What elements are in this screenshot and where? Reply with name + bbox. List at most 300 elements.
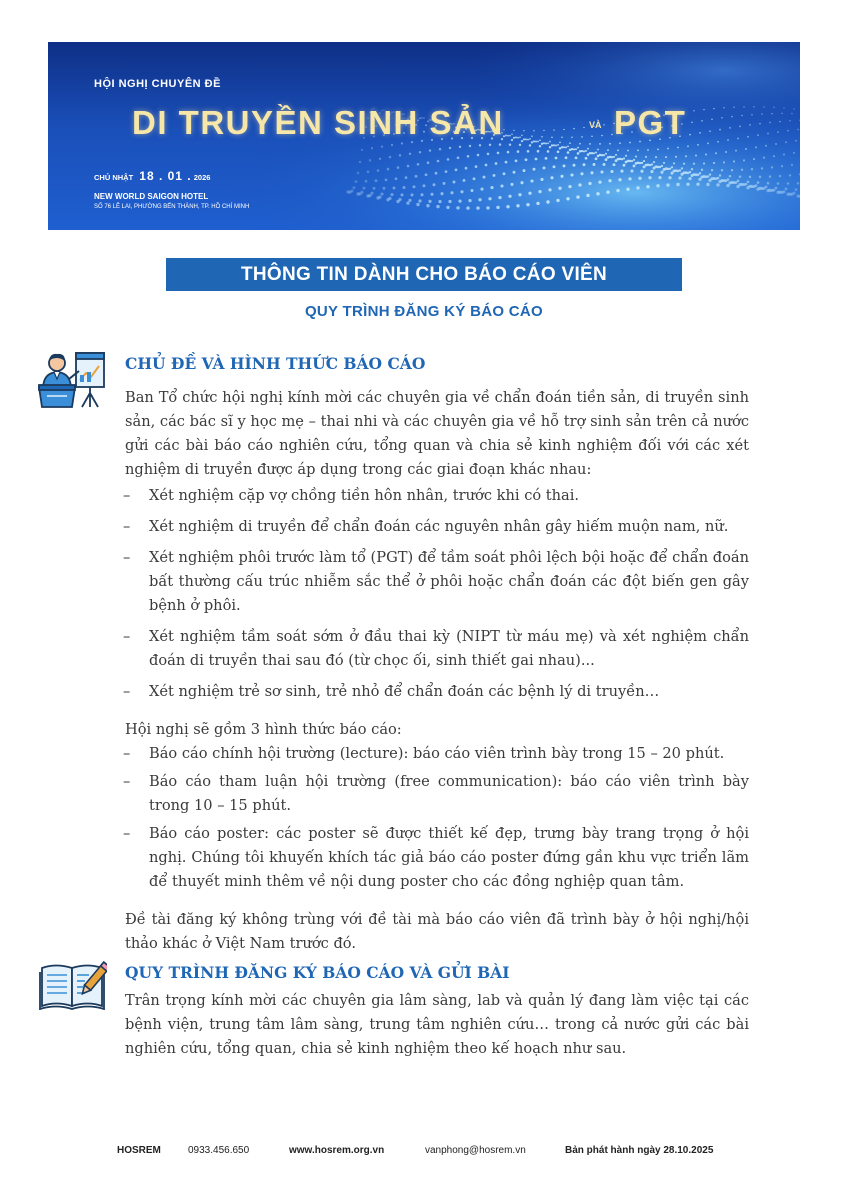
- banner-particle: [427, 161, 430, 164]
- banner-particle: [547, 150, 550, 153]
- banner-particle: [517, 137, 519, 139]
- banner-particle: [537, 150, 540, 153]
- banner-particle: [556, 199, 559, 202]
- banner-particle: [545, 143, 547, 145]
- banner-particle: [705, 154, 707, 156]
- banner-particle: [517, 150, 520, 153]
- banner-particle: [549, 141, 551, 143]
- banner-particle: [697, 144, 699, 146]
- banner-particle: [669, 168, 671, 170]
- banner-particle: [635, 156, 637, 158]
- banner-particle: [755, 184, 758, 187]
- banner-particle: [615, 154, 617, 156]
- banner-particle: [749, 176, 751, 178]
- banner-address: SỐ 76 LÊ LAI, PHƯỜNG BẾN THÀNH, TP. HỒ CHÍ MINH: [94, 204, 250, 210]
- banner-particle: [625, 155, 627, 157]
- page-subtitle: QUY TRÌNH ĐĂNG KÝ BÁO CÁO: [304, 303, 544, 320]
- banner-particle: [383, 187, 386, 190]
- banner-particle: [611, 134, 613, 136]
- banner-particle: [773, 107, 774, 108]
- banner-particle: [353, 186, 356, 189]
- page-title: THÔNG TIN DÀNH CHO BÁO CÁO VIÊN: [166, 258, 682, 291]
- banner-particle: [713, 162, 715, 164]
- list-item: – Báo cáo chính hội trường (lecture): báo cáo viên trình bày trong 15 – 20 phút.: [125, 742, 749, 766]
- banner-particle: [621, 158, 623, 160]
- banner-particle: [689, 171, 691, 173]
- banner-particle: [713, 108, 714, 109]
- banner-particle: [585, 157, 588, 160]
- banner-particle: [610, 170, 613, 173]
- banner-particle: [783, 154, 785, 156]
- banner-particle: [763, 106, 764, 107]
- banner-particle: [408, 199, 411, 202]
- banner-particle: [593, 152, 595, 154]
- banner-particle: [440, 192, 443, 195]
- registration-text: Trân trọng kính mời các chuyên gia lâm sàng, lab và quản lý đang làm việc tại các bệnh viện, trung tâm lâm sàng, trung tâm nghiên cứu… trong cả nước gửi các bài nghiên cứu, tổng quan, chia sẻ kinh nghiệm theo kế hoạch như sau.: [125, 992, 749, 1057]
- banner-particle: [449, 147, 451, 149]
- banner-particle: [631, 160, 633, 162]
- banner-particle: [731, 116, 733, 118]
- banner-particle: [641, 162, 643, 164]
- banner-particle: [623, 157, 625, 159]
- banner-particle: [558, 187, 561, 190]
- banner-particle: [469, 145, 471, 147]
- banner-particle: [519, 136, 521, 138]
- banner-particle: [783, 107, 784, 108]
- banner-particle: [523, 169, 526, 172]
- banner-particle: [701, 169, 703, 171]
- page-footer: [0, 1145, 848, 1161]
- banner-particle: [605, 153, 607, 155]
- banner-particle: [726, 184, 729, 187]
- banner-particle: [627, 150, 629, 152]
- banner-particle: [567, 145, 569, 147]
- banner-particle: [717, 177, 720, 180]
- banner-hotel: NEW WORLD SAIGON HOTEL: [94, 192, 209, 201]
- banner-particle: [537, 141, 539, 143]
- banner-particle: [661, 165, 663, 167]
- banner-particle: [513, 171, 516, 174]
- banner-particle: [407, 165, 410, 168]
- banner-particle: [688, 177, 691, 180]
- banner-particle: [478, 198, 481, 201]
- banner-particle: [549, 146, 551, 148]
- banner-particle: [707, 175, 710, 178]
- banner-particle: [765, 186, 768, 189]
- banner-particle: [531, 141, 533, 143]
- banner-particle: [543, 142, 545, 144]
- banner-particle: [573, 128, 574, 129]
- banner-particle: [466, 206, 469, 209]
- banner-particle: [668, 176, 671, 179]
- banner-particle: [465, 167, 468, 170]
- banner-particle: [507, 135, 509, 137]
- banner-particle: [543, 130, 544, 131]
- banner-particle: [769, 122, 771, 124]
- banner-particle: [553, 165, 556, 168]
- banner-particle: [737, 138, 739, 140]
- banner-particle: [463, 179, 466, 182]
- banner-particle: [727, 139, 729, 141]
- banner-particle: [438, 200, 441, 203]
- list-item: – Xét nghiệm tầm soát sớm ở đầu thai kỳ (NIPT từ máu mẹ) và xét nghiệm chẩn đoán di truyền thai sau đó (từ chọc ối, sinh thiết gai nhau)...: [125, 625, 749, 673]
- list-item: – Báo cáo poster: các poster sẽ được thiết kế đẹp, trưng bày trang trọng ở hội nghị. Chúng tôi khuyến khích tác giả báo cáo poster đứng gần khu vực triển lãm để thuyết minh thêm về nội dung poster cho các đồng nghiệp quan tâm.: [125, 822, 749, 894]
- banner-particle: [560, 175, 563, 178]
- banner-particle: [535, 141, 537, 143]
- banner-particle: [595, 157, 598, 160]
- formats-intro: Hội nghị sẽ gồm 3 hình thức báo cáo:: [125, 721, 402, 738]
- banner-particle: [681, 167, 683, 169]
- banner-particle: [603, 154, 605, 156]
- banner-particle: [446, 206, 449, 209]
- banner-particle: [683, 163, 685, 165]
- banner-particle: [359, 161, 361, 163]
- banner-particle: [450, 191, 453, 194]
- banner-particle: [663, 162, 665, 164]
- banner-particle: [526, 203, 529, 206]
- banner-particle: [741, 169, 743, 171]
- banner-particle: [709, 130, 711, 132]
- banner-particle: [745, 148, 747, 150]
- banner-particle: [623, 164, 626, 167]
- banner-particle: [699, 132, 701, 134]
- banner-particle: [677, 147, 679, 149]
- banner-particle: [751, 168, 753, 170]
- banner-particle: [378, 195, 381, 198]
- banner-particle: [437, 160, 440, 163]
- topics-closing: Đề tài đăng ký không trùng với đề tài mà báo cáo viên đã trình bày ở hội nghị/hội thảo khác ở Việt Nam trước đó.: [125, 911, 749, 952]
- banner-particle: [521, 134, 523, 136]
- banner-particle: [496, 206, 499, 209]
- banner-particle: [416, 203, 419, 206]
- banner-particle: [493, 174, 496, 177]
- banner-particle: [439, 148, 441, 150]
- banner-particle: [571, 136, 573, 138]
- banner-particle: [589, 143, 591, 145]
- banner-particle: [566, 197, 569, 200]
- banner-particle: [630, 169, 633, 172]
- banner-particle: [797, 182, 800, 185]
- banner-particle: [693, 110, 694, 111]
- banner-particle: [477, 154, 480, 157]
- banner-particle: [539, 145, 541, 147]
- banner-particle: [721, 117, 723, 119]
- banner-particle: [789, 174, 791, 176]
- open-book-pencil-icon: [39, 960, 107, 1010]
- banner-particle: [490, 186, 493, 189]
- banner-particle: [773, 189, 776, 192]
- banner-particle: [510, 183, 513, 186]
- banner-particle: [515, 160, 518, 163]
- banner-particle: [569, 142, 571, 144]
- banner-particle: [637, 149, 639, 151]
- banner-particle: [559, 142, 561, 144]
- banner-particle: [385, 179, 388, 182]
- banner-particle: [550, 176, 553, 179]
- banner-particle: [787, 130, 789, 132]
- banner-particle: [577, 152, 580, 155]
- banner-particle: [675, 156, 677, 158]
- banner-particle: [687, 145, 689, 147]
- banner-particle: [398, 198, 401, 201]
- banner-particle: [743, 159, 745, 161]
- banner-particle: [553, 144, 555, 146]
- banner-particle: [565, 156, 568, 159]
- banner-particle: [619, 158, 621, 160]
- banner-particle: [470, 189, 473, 192]
- banner-particle: [473, 177, 476, 180]
- banner-particle: [595, 152, 597, 154]
- banner-particle: [791, 113, 793, 115]
- footer-website-link[interactable]: www.hosrem.org.vn: [289, 1145, 385, 1156]
- banner-connector: VÀ: [589, 120, 602, 130]
- formats-list: [125, 742, 749, 894]
- banner-particle: [399, 154, 401, 156]
- banner-particle: [709, 173, 711, 175]
- banner-particle: [531, 135, 533, 137]
- list-item: – Xét nghiệm cặp vợ chồng tiền hôn nhân, trước khi có thai.: [125, 484, 749, 508]
- banner-particle: [521, 140, 523, 142]
- banner-particle: [428, 200, 431, 203]
- banner-particle: [543, 166, 546, 169]
- banner-particle: [509, 143, 511, 145]
- banner-particle: [373, 187, 376, 190]
- banner-particle: [405, 176, 408, 179]
- banner-particle: [611, 156, 613, 158]
- banner-particle: [533, 130, 534, 131]
- banner-particle: [519, 144, 521, 146]
- banner-particle: [499, 143, 501, 145]
- banner-particle: [369, 159, 371, 161]
- banner-particle: [455, 169, 458, 172]
- banner-particle: [563, 146, 565, 148]
- banner-particle: [783, 190, 786, 193]
- banner-particle: [420, 193, 423, 196]
- banner-particle: [557, 144, 559, 146]
- banner-particle: [365, 180, 368, 183]
- banner-particle: [551, 136, 553, 138]
- banner-particle: [795, 188, 798, 191]
- banner-particle: [513, 130, 514, 131]
- banner-particle: [533, 168, 536, 171]
- banner-day-label: CHỦ NHẬT: [94, 173, 134, 182]
- banner-particle: [759, 123, 761, 125]
- banner-particle: [419, 151, 421, 153]
- banner-particle: [433, 183, 436, 186]
- banner-particle: [739, 175, 741, 177]
- banner-particle: [591, 136, 593, 138]
- banner-particle: [539, 139, 541, 141]
- banner-particle: [667, 148, 669, 150]
- topics-list: [125, 484, 749, 704]
- banner-particle: [535, 158, 538, 161]
- banner-particle: [511, 139, 513, 141]
- banner-particle: [476, 206, 479, 209]
- banner-particle: [793, 108, 794, 109]
- banner-particle: [747, 136, 749, 138]
- banner-particle: [696, 183, 699, 186]
- section-topics-heading: CHỦ ĐỀ VÀ HÌNH THỨC BÁO CÁO: [125, 354, 426, 373]
- banner-particle: [426, 204, 429, 207]
- banner-particle: [647, 149, 649, 151]
- banner-particle: [793, 192, 796, 195]
- banner-particle: [757, 134, 759, 136]
- banner-particle: [771, 113, 773, 115]
- banner-particle: [600, 170, 603, 173]
- banner-particle: [775, 143, 777, 145]
- banner-particle: [638, 177, 641, 180]
- banner-particle: [598, 180, 601, 183]
- banner-particle: [561, 146, 563, 148]
- banner-particle: [759, 176, 761, 178]
- banner-particle: [538, 190, 541, 193]
- banner-particle: [789, 120, 791, 122]
- banner-particle: [529, 144, 531, 146]
- banner-particle: [448, 200, 451, 203]
- banner-particle: [483, 176, 486, 179]
- topics-intro: Ban Tổ chức hội nghị kính mời các chuyên gia về chẩn đoán tiền sản, di truyền sinh sản, các bác sĩ y học mẹ – thai nhi và các chuyên gia về hỗ trợ sinh sản trên cả nước gửi các bài báo cáo nghiên cứu, tổng quan và chia sẻ kinh nghiệm đối với các xét nghiệm di truyền được áp dụng trong các giai đoạn khác nhau:: [125, 389, 749, 478]
- banner-title-pgt: PGT: [614, 104, 687, 141]
- banner-particle: [725, 151, 727, 153]
- banner-particle: [551, 144, 553, 146]
- footer-phone[interactable]: 0933.456.650: [188, 1145, 250, 1156]
- banner-particle: [775, 187, 778, 190]
- banner-particle: [579, 143, 581, 145]
- banner-particle: [509, 135, 511, 137]
- banner-particle: [636, 186, 639, 189]
- banner-particle: [701, 120, 703, 122]
- banner-particle: [673, 162, 675, 164]
- footer-release-date: Bản phát hành ngày 28.10.2025: [565, 1145, 714, 1156]
- banner-particle: [727, 178, 730, 181]
- banner-particle: [779, 175, 781, 177]
- banner-particle: [387, 168, 390, 171]
- banner-particle: [511, 133, 513, 135]
- banner-particle: [617, 149, 619, 151]
- banner-particle: [751, 114, 753, 116]
- banner-particle: [626, 188, 629, 191]
- footer-email-link[interactable]: vanphong@hosrem.vn: [425, 1145, 526, 1156]
- banner-particle: [536, 202, 539, 205]
- banner-particle: [561, 137, 563, 139]
- banner-particle: [460, 190, 463, 193]
- banner-year: 2026: [193, 173, 211, 182]
- banner-particle: [555, 145, 557, 147]
- banner-particle: [513, 137, 515, 139]
- banner-particle: [777, 182, 780, 185]
- banner-particle: [435, 172, 438, 175]
- banner-particle: [721, 169, 723, 171]
- banner-particle: [653, 161, 655, 163]
- banner-particle: [779, 121, 781, 123]
- banner-particle: [599, 143, 601, 145]
- banner-particle: [703, 162, 705, 164]
- banner-particle: [453, 181, 456, 184]
- banner-particle: [445, 170, 448, 173]
- banner-particle: [731, 169, 733, 171]
- banner-particle: [608, 179, 611, 182]
- banner-particle: [525, 158, 528, 161]
- banner-particle: [603, 163, 606, 166]
- banner-particle: [586, 194, 589, 197]
- banner-particle: [588, 182, 591, 185]
- event-banner: [48, 42, 800, 230]
- banner-particle: [430, 193, 433, 196]
- banner-particle: [400, 193, 403, 196]
- banner-title: DI TRUYỀN SINH SẢN: [132, 104, 504, 141]
- banner-particle: [541, 136, 543, 138]
- banner-particle: [495, 162, 498, 165]
- banner-particle: [456, 206, 459, 209]
- banner-particle: [651, 163, 653, 165]
- section-registration-heading: QUY TRÌNH ĐĂNG KÝ BÁO CÁO VÀ GỬI BÀI: [125, 963, 510, 982]
- banner-particle: [573, 164, 576, 167]
- banner-particle: [417, 163, 420, 166]
- banner-particle: [658, 176, 661, 179]
- banner-particle: [458, 199, 461, 202]
- banner-particle: [605, 158, 608, 161]
- banner-particle: [785, 188, 788, 191]
- banner-particle: [418, 199, 421, 202]
- banner-particle: [350, 189, 353, 192]
- banner-particle: [370, 192, 373, 195]
- list-item: – Xét nghiệm phôi trước làm tổ (PGT) để tầm soát phôi lệch bội hoặc để chẩn đoán bất thường cấu trúc nhiễm sắc thể ở phôi hoặc chẩn đoán các đột biến gen gây bệnh ở phôi.: [125, 546, 749, 618]
- banner-particle: [559, 147, 561, 149]
- banner-particle: [739, 126, 741, 128]
- banner-particle: [719, 129, 721, 131]
- banner-particle: [371, 147, 373, 149]
- banner-particle: [747, 180, 750, 183]
- banner-particle: [475, 165, 478, 168]
- banner-particle: [361, 149, 363, 151]
- banner-particle: [793, 152, 795, 154]
- banner-particle: [723, 107, 724, 108]
- banner-particle: [729, 175, 731, 177]
- banner-particle: [487, 153, 490, 156]
- banner-particle: [757, 181, 760, 184]
- banner-particle: [579, 150, 581, 152]
- banner-particle: [563, 164, 566, 167]
- banner-particle: [741, 115, 743, 117]
- banner-particle: [633, 159, 635, 161]
- banner-particle: [620, 170, 623, 173]
- banner-particle: [355, 180, 358, 183]
- banner-particle: [459, 146, 461, 148]
- banner-particle: [415, 175, 418, 178]
- banner-particle: [410, 193, 413, 196]
- banner-particle: [755, 146, 757, 148]
- banner-particle: [375, 179, 378, 182]
- banner-particle: [425, 173, 428, 176]
- banner-particle: [391, 144, 393, 146]
- banner-particle: [695, 155, 697, 157]
- banner-particle: [377, 169, 380, 172]
- banner-particle: [580, 172, 583, 175]
- banner-particle: [686, 183, 689, 186]
- banner-particle: [689, 134, 691, 136]
- banner-particle: [507, 151, 510, 154]
- banner-particle: [553, 129, 554, 130]
- banner-particle: [716, 183, 719, 186]
- banner-particle: [785, 141, 787, 143]
- banner-particle: [569, 149, 571, 151]
- banner-particle: [711, 169, 713, 171]
- banner-particle: [363, 187, 366, 190]
- banner-particle: [540, 178, 543, 181]
- banner-particle: [423, 184, 426, 187]
- banner-particle: [767, 182, 770, 185]
- banner-particle: [541, 143, 543, 145]
